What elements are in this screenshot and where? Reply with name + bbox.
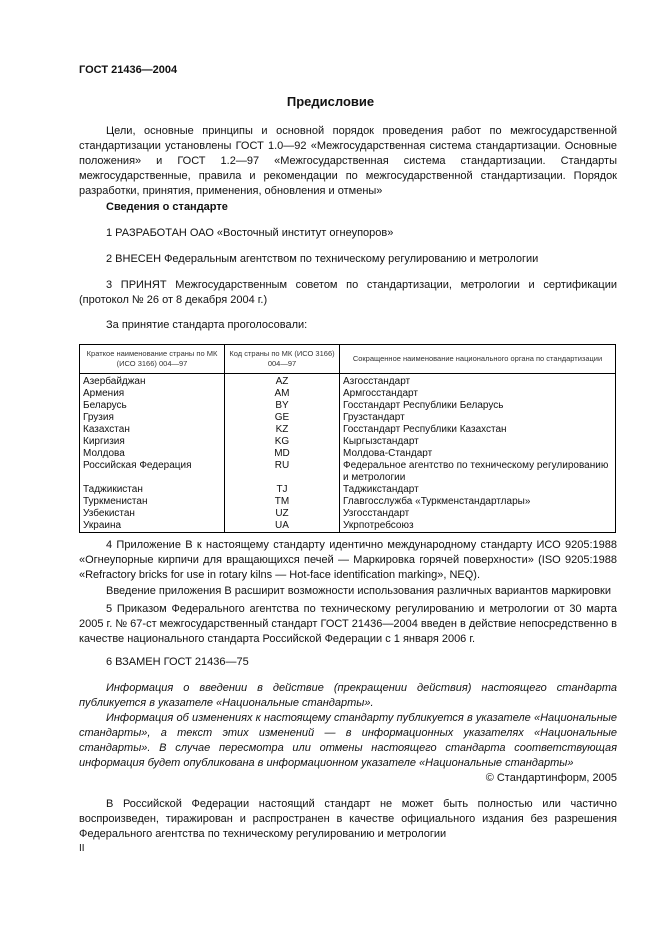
voted-label: За принятие стандарта проголосовали: [106,319,308,331]
intro-paragraph: Цели, основные принципы и основной порядок проведения работ по межгосударственной стандартизации установлены ГОСТ 1.0—92 «Межгосударственная система стандартизации. Основные положения» и ГОСТ 1.2—97 «Межгосударственная система стандартизации. Стандарты межгосударственные, правила и рекомендации по межгосударственной стандартизации. Порядок разработки, принятия, применения, обновления и отмены» [79,125,617,197]
table-row [80,520,616,533]
document-header: ГОСТ 21436—2004 [79,64,178,76]
table-row [80,436,616,448]
page-title: Предисловие [286,94,375,109]
table-header-code: Код страны по МК (ИСО 3166) 004—97 [225,345,340,374]
table-row [80,484,616,496]
body-cell: Госстандарт Республики Беларусь [340,400,616,412]
code-cell: TJ [225,484,340,496]
code-cell: UZ [225,508,340,520]
country-cell: Грузия [80,412,225,424]
code-cell: UA [225,520,340,533]
rights-notice: В Российской Федерации настоящий стандарт не может быть полностью или частично воспроизведен, тиражирован и распространен в качестве официального издания без разрешения Федерального агентства по техническому регулированию и метрологии [79,798,617,840]
table-row [80,460,616,484]
body-cell: Укрпотребсоюз [340,520,616,533]
copyright: © Стандартинформ, 2005 [485,772,617,784]
table-row [80,508,616,520]
code-cell: RU [225,460,340,484]
country-cell: Армения [80,388,225,400]
country-cell: Киргизия [80,436,225,448]
code-cell: AZ [225,374,340,389]
table-row [80,374,616,389]
table-row [80,496,616,508]
code-cell: AM [225,388,340,400]
code-cell: MD [225,448,340,460]
code-cell: GE [225,412,340,424]
table-row [80,412,616,424]
page-number: II [79,843,85,854]
country-cell: Украина [80,520,225,533]
code-cell: TM [225,496,340,508]
item-2: 2 ВНЕСЕН Федеральным агентством по техническому регулированию и метрологии [106,253,539,265]
body-cell: Грузстандарт [340,412,616,424]
table-header-body: Сокращенное наименование национального органа по стандартизации [340,345,616,374]
table-header-row [80,345,616,374]
item-5: 5 Приказом Федерального агентства по техническому регулированию и метрологии от 30 марта 2005 г. № 67-ст межгосударственный стандарт ГОСТ 21436—2004 введен в действие непосредственно в качестве национального стандарта Российской Федерации с 1 января 2006 г. [79,603,617,645]
body-cell: Таджикстандарт [340,484,616,496]
body-cell: Молдова-Стандарт [340,448,616,460]
item-6: 6 ВЗАМЕН ГОСТ 21436—75 [106,656,249,668]
country-cell: Туркменистан [80,496,225,508]
about-heading: Сведения о стандарте [106,201,228,213]
body-cell: Узгосстандарт [340,508,616,520]
country-cell: Молдова [80,448,225,460]
table-body [80,374,616,533]
item-4: 4 Приложение В к настоящему стандарту идентично международному стандарту ИСО 9205:1988 «Огнеупорные кирпичи для вращающихся печей — Маркировка горячей поверхности» (ISO 9205:1988 «Refractory bricks for use in rotary kilns — Hot-face identification marking», NEQ). [79,539,617,581]
table-header-country: Краткое наименование страны по МК (ИСО 3166) 004—97 [80,345,225,374]
item-1: 1 РАЗРАБОТАН ОАО «Восточный институт огнеупоров» [106,227,394,239]
body-cell: Федеральное агентство по техническому регулированию и метрологии [340,460,616,484]
country-cell: Российская Федерация [80,460,225,484]
country-cell: Беларусь [80,400,225,412]
code-cell: BY [225,400,340,412]
country-cell: Таджикистан [80,484,225,496]
code-cell: KZ [225,424,340,436]
table-row [80,424,616,436]
item-4-note: Введение приложения В расширит возможности использования различных вариантов маркировки [106,585,611,597]
item-3: 3 ПРИНЯТ Межгосударственным советом по стандартизации, метрологии и сертификации (протокол № 26 от 8 декабря 2004 г.) [79,279,617,306]
country-cell: Азербайджан [80,374,225,389]
code-cell: KG [225,436,340,448]
body-cell: Главгосслужба «Туркменстандартлары» [340,496,616,508]
table-row [80,448,616,460]
table-row [80,400,616,412]
country-cell: Узбекистан [80,508,225,520]
body-cell: Армгосстандарт [340,388,616,400]
info-introduction: Информация о введении в действие (прекращении действия) настоящего стандарта публикуется в указателе «Национальные стандарты». [79,682,617,709]
body-cell: Азгосстандарт [340,374,616,389]
body-cell: Кыргызстандарт [340,436,616,448]
country-cell: Казахстан [80,424,225,436]
voting-table [79,344,616,533]
info-changes: Информация об изменениях к настоящему стандарту публикуется в указателе «Национальные стандарты», а текст этих изменений — в информационных указателях «Национальные стандарты». В случае пересмотра или отмены настоящего стандарта соответствующая информация будет опубликована в информационном указателе «Национальные стандарты» [79,712,617,769]
body-cell: Госстандарт Республики Казахстан [340,424,616,436]
table-row [80,388,616,400]
